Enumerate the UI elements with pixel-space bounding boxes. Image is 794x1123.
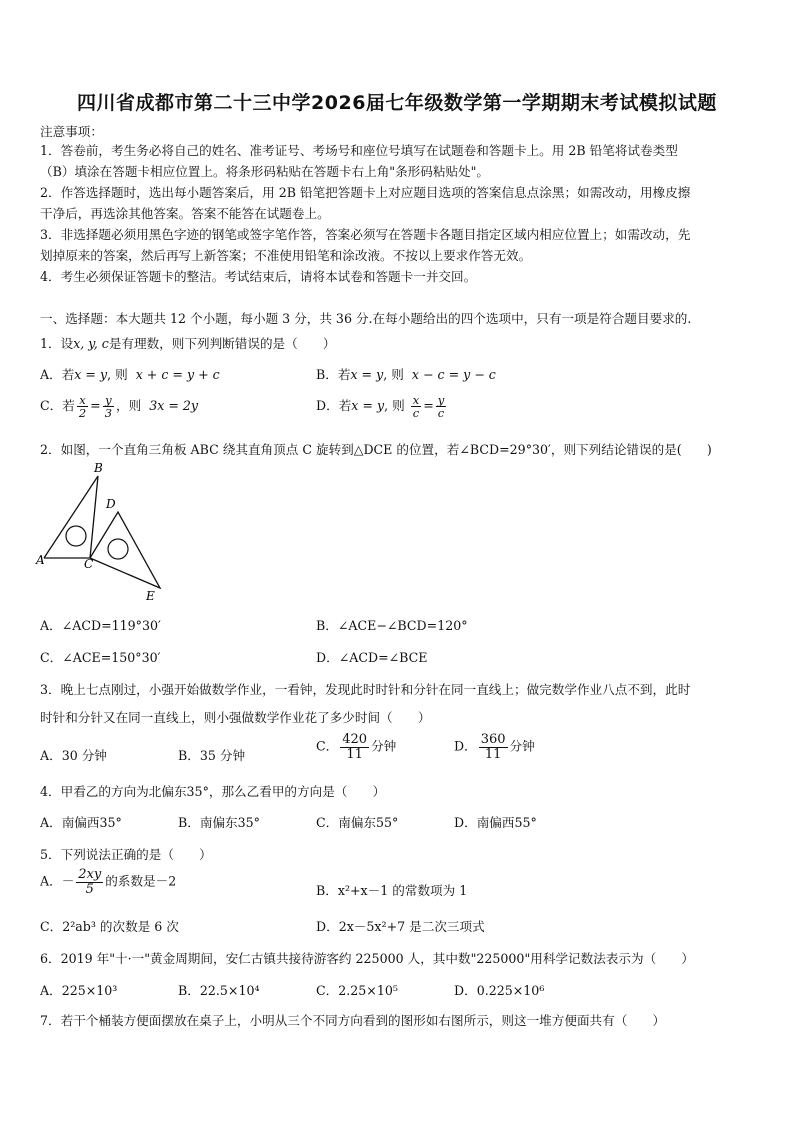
label-d: D [106, 497, 116, 511]
q2-option-b: B．∠ACE−∠BCD=120° [316, 618, 468, 633]
q5-option-d: D．2x－5x²+7 是二次三项式 [316, 919, 485, 934]
q6-option-a: A．225×10³ [40, 983, 118, 998]
question-3-stem-cont: 时针和分针又在同一直线上，则小强做数学作业花了多少时间（ ） [40, 710, 431, 725]
q3-option-d: D． $\frac{360}{11}$ 分钟 [454, 732, 535, 762]
triangle-abc-hole [66, 526, 86, 546]
q1-option-d: D．若x = y, 则 $\frac{x}{c}$ = $\frac{y}{c}$ [316, 393, 445, 421]
q2-option-c: C．∠ACE=150°30′ [40, 650, 161, 665]
q4-option-b: B．南偏东35° [178, 815, 260, 830]
q5-option-b: B．x²+x－1 的常数项为 1 [316, 883, 468, 898]
q2-option-d: D．∠ACD=∠BCE [316, 650, 428, 665]
label-a: A [36, 553, 45, 567]
triangle-abc [44, 476, 98, 558]
section-heading: 一、选择题：本大题共 12 个小题，每小题 3 分，共 36 分.在每小题给出的四个选项中，只有一项是符合题目要求的. [40, 311, 692, 326]
q4-option-a: A．南偏西35° [40, 815, 122, 830]
q5-option-c: C．2²ab³ 的次数是 6 次 [40, 919, 179, 934]
q3-option-b: B．35 分钟 [178, 748, 246, 763]
question-2-stem: 2．如图，一个直角三角板 ABC 绕其直角顶点 C 旋转到△DCE 的位置，若∠BCD=29°30′，则下列结论错误的是( ) [40, 442, 712, 457]
q2-option-a: A．∠ACD=119°30′ [40, 618, 161, 633]
label-b: B [94, 462, 103, 475]
notice-line: 划掉原来的答案，然后再写上新答案；不准使用铅笔和涂改液。不按以上要求作答无效。 [40, 248, 532, 263]
q4-option-d: D．南偏西55° [454, 815, 537, 830]
q3-option-c: C． $\frac{420}{11}$ 分钟 [316, 732, 397, 762]
notice-line: （B）填涂在答题卡相应位置上。将条形码粘贴在答题卡右上角"条形码粘贴处"。 [40, 164, 490, 179]
q6-option-c: C．2.25×10⁵ [316, 983, 398, 998]
question-6-stem: 6．2019 年"十·一"黄金周期间，安仁古镇共接待游客约 225000 人，其中数"225000"用科学记数法表示为（ ） [40, 951, 694, 966]
question-7-stem: 7．若干个桶装方便面摆放在桌子上，小明从三个不同方向看到的图形如右图所示，则这一堆方便面共有（ ） [40, 1013, 666, 1028]
question-1-stem: 1．设x, y, c是有理数，则下列判断错误的是（ ） [40, 336, 336, 351]
q1-option-a: A．若x = y, 则 x + c = y + c [40, 367, 220, 382]
q3-option-a: A．30 分钟 [40, 748, 107, 763]
label-e: E [146, 589, 155, 603]
question-5-stem: 5．下列说法正确的是（ ） [40, 847, 212, 862]
q1-option-b: B．若x = y, 则 x − c = y − c [316, 367, 496, 382]
notice-line: 2．作答选择题时，选出每小题答案后，用 2B 铅笔把答题卡上对应题目选项的答案信息点涂黑；如需改动，用橡皮擦 [40, 185, 691, 200]
q1-option-c: C．若 $\frac{x}{2}$ = $\frac{y}{3}$ ，则 3x = 2y [40, 393, 199, 421]
notice-line: 3．非选择题必须用黑色字迹的钢笔或签字笔作答，答案必须写在答题卡各题目指定区域内相应位置上；如需改动，先 [40, 227, 691, 242]
notice-heading: 注意事项： [40, 124, 103, 139]
question-4-stem: 4．甲看乙的方向为北偏东35°，那么乙看甲的方向是（ ） [40, 784, 386, 799]
notice-line: 1．答卷前，考生务必将自己的姓名、准考证号、考场号和座位号填写在试题卷和答题卡上。用 2B 铅笔将试卷类型 [40, 143, 678, 158]
q5-option-a: A．－ $\frac{2xy}{5}$ 的系数是－2 [40, 867, 177, 897]
q4-option-c: C．南偏东55° [316, 815, 399, 830]
triangle-rotation-figure [34, 462, 169, 604]
triangle-dce-hole [108, 539, 128, 559]
triangle-dce [90, 512, 160, 588]
q6-option-d: D．0.225×10⁶ [454, 983, 545, 998]
label-c: C [84, 557, 94, 571]
notice-line: 4．考生必须保证答题卡的整洁。考试结束后，请将本试卷和答题卡一并交回。 [40, 269, 477, 284]
q6-option-b: B．22.5×10⁴ [178, 983, 260, 998]
question-3-stem: 3．晚上七点刚过，小强开始做数学作业，一看钟，发现此时时针和分针在同一直线上；做完数学作业八点不到，此时 [40, 682, 691, 697]
notice-line: 干净后，再选涂其他答案。答案不能答在试题卷上。 [40, 206, 330, 221]
page-title: 四川省成都市第二十三中学2026届七年级数学第一学期期末考试模拟试题 [77, 92, 717, 114]
